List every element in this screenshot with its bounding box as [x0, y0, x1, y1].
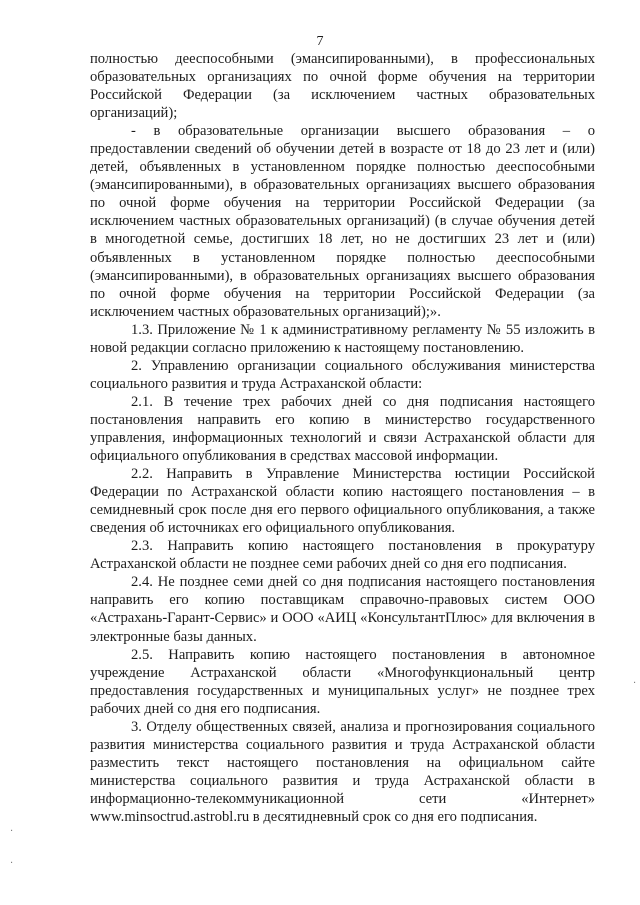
- scan-speck: ·: [633, 678, 637, 689]
- paragraph-8: 2.4. Не позднее семи дней со дня подписания настоящего постановления направить его копию поставщикам справочно-правовых систем ООО «Астрахань-Гарант-Сервис» и ООО «АИЦ «КонсультантПлюс» для включения в электронные базы данных.: [90, 574, 595, 645]
- paragraph-7: 2.3. Направить копию настоящего постановления в прокуратуру Астраханской области не позднее семи рабочих дней со дня его подписания.: [90, 538, 595, 573]
- paragraph-9: 2.5. Направить копию настоящего постановления в автономное учреждение Астраханской области «Многофункциональный центр предоставления государственных и муниципальных услуг» не позднее трех рабочих дней со дня его подписания.: [90, 646, 595, 717]
- document-body: [90, 50, 595, 826]
- paragraph-2: - в образовательные организации высшего образования – о предоставлении сведений об обучении детей в возрасте от 18 до 23 лет и (или) детей, объявленных в установленном порядке полностью дееспособными (эмансипированными), в образовательных организациях высшего образования по очной форме обучения на территории Российской Федерации (за исключением частных образовательных организаций) (в случае обучения детей в многодетной семье, достигших 18 лет, но не достигших 23 лет и (или) объявленных в установленном порядке полностью дееспособными (эмансипированными), в образовательных организациях высшего образования по очной форме обучения на территории Российской Федерации (за исключением частных образовательных организаций);».: [90, 123, 595, 320]
- paragraph-6: 2.2. Направить в Управление Министерства юстиции Российской Федерации по Астраханской области копию настоящего постановления – в семидневный срок после дня его первого официального опубликования, а также сведения об источниках его официального опубликования.: [90, 466, 595, 537]
- paragraph-3: 1.3. Приложение № 1 к административному регламенту № 55 изложить в новой редакции согласно приложению к настоящему постановлению.: [90, 321, 595, 356]
- page-number: 7: [316, 34, 324, 49]
- paragraph-10: 3. Отделу общественных связей, анализа и прогнозирования социального развития министерства социального развития и труда Астраханской области разместить текст настоящего постановления на официальном сайте министерства социального развития и труда Астраханской области в информационно-телекоммуникационной сети «Интернет» www.minsoctrud.astrobl.ru в десятидневный срок со дня его подписания.: [90, 718, 595, 825]
- scan-speck: ·: [10, 858, 14, 869]
- paragraph-4: 2. Управлению организации социального обслуживания министерства социального развития и труда Астраханской области:: [90, 357, 595, 392]
- paragraph-5: 2.1. В течение трех рабочих дней со дня подписания настоящего постановления направить его копию в министерство государственного управления, информационных технологий и связи Астраханской области для официального опубликования в средствах массовой информации.: [90, 393, 595, 465]
- scan-speck: ·: [10, 826, 14, 837]
- paragraph-1: полностью дееспособными (эмансипированными), в профессиональных образовательных организациях по очной форме обучения на территории Российской Федерации (за исключением частных образовательных организаций);: [90, 51, 595, 122]
